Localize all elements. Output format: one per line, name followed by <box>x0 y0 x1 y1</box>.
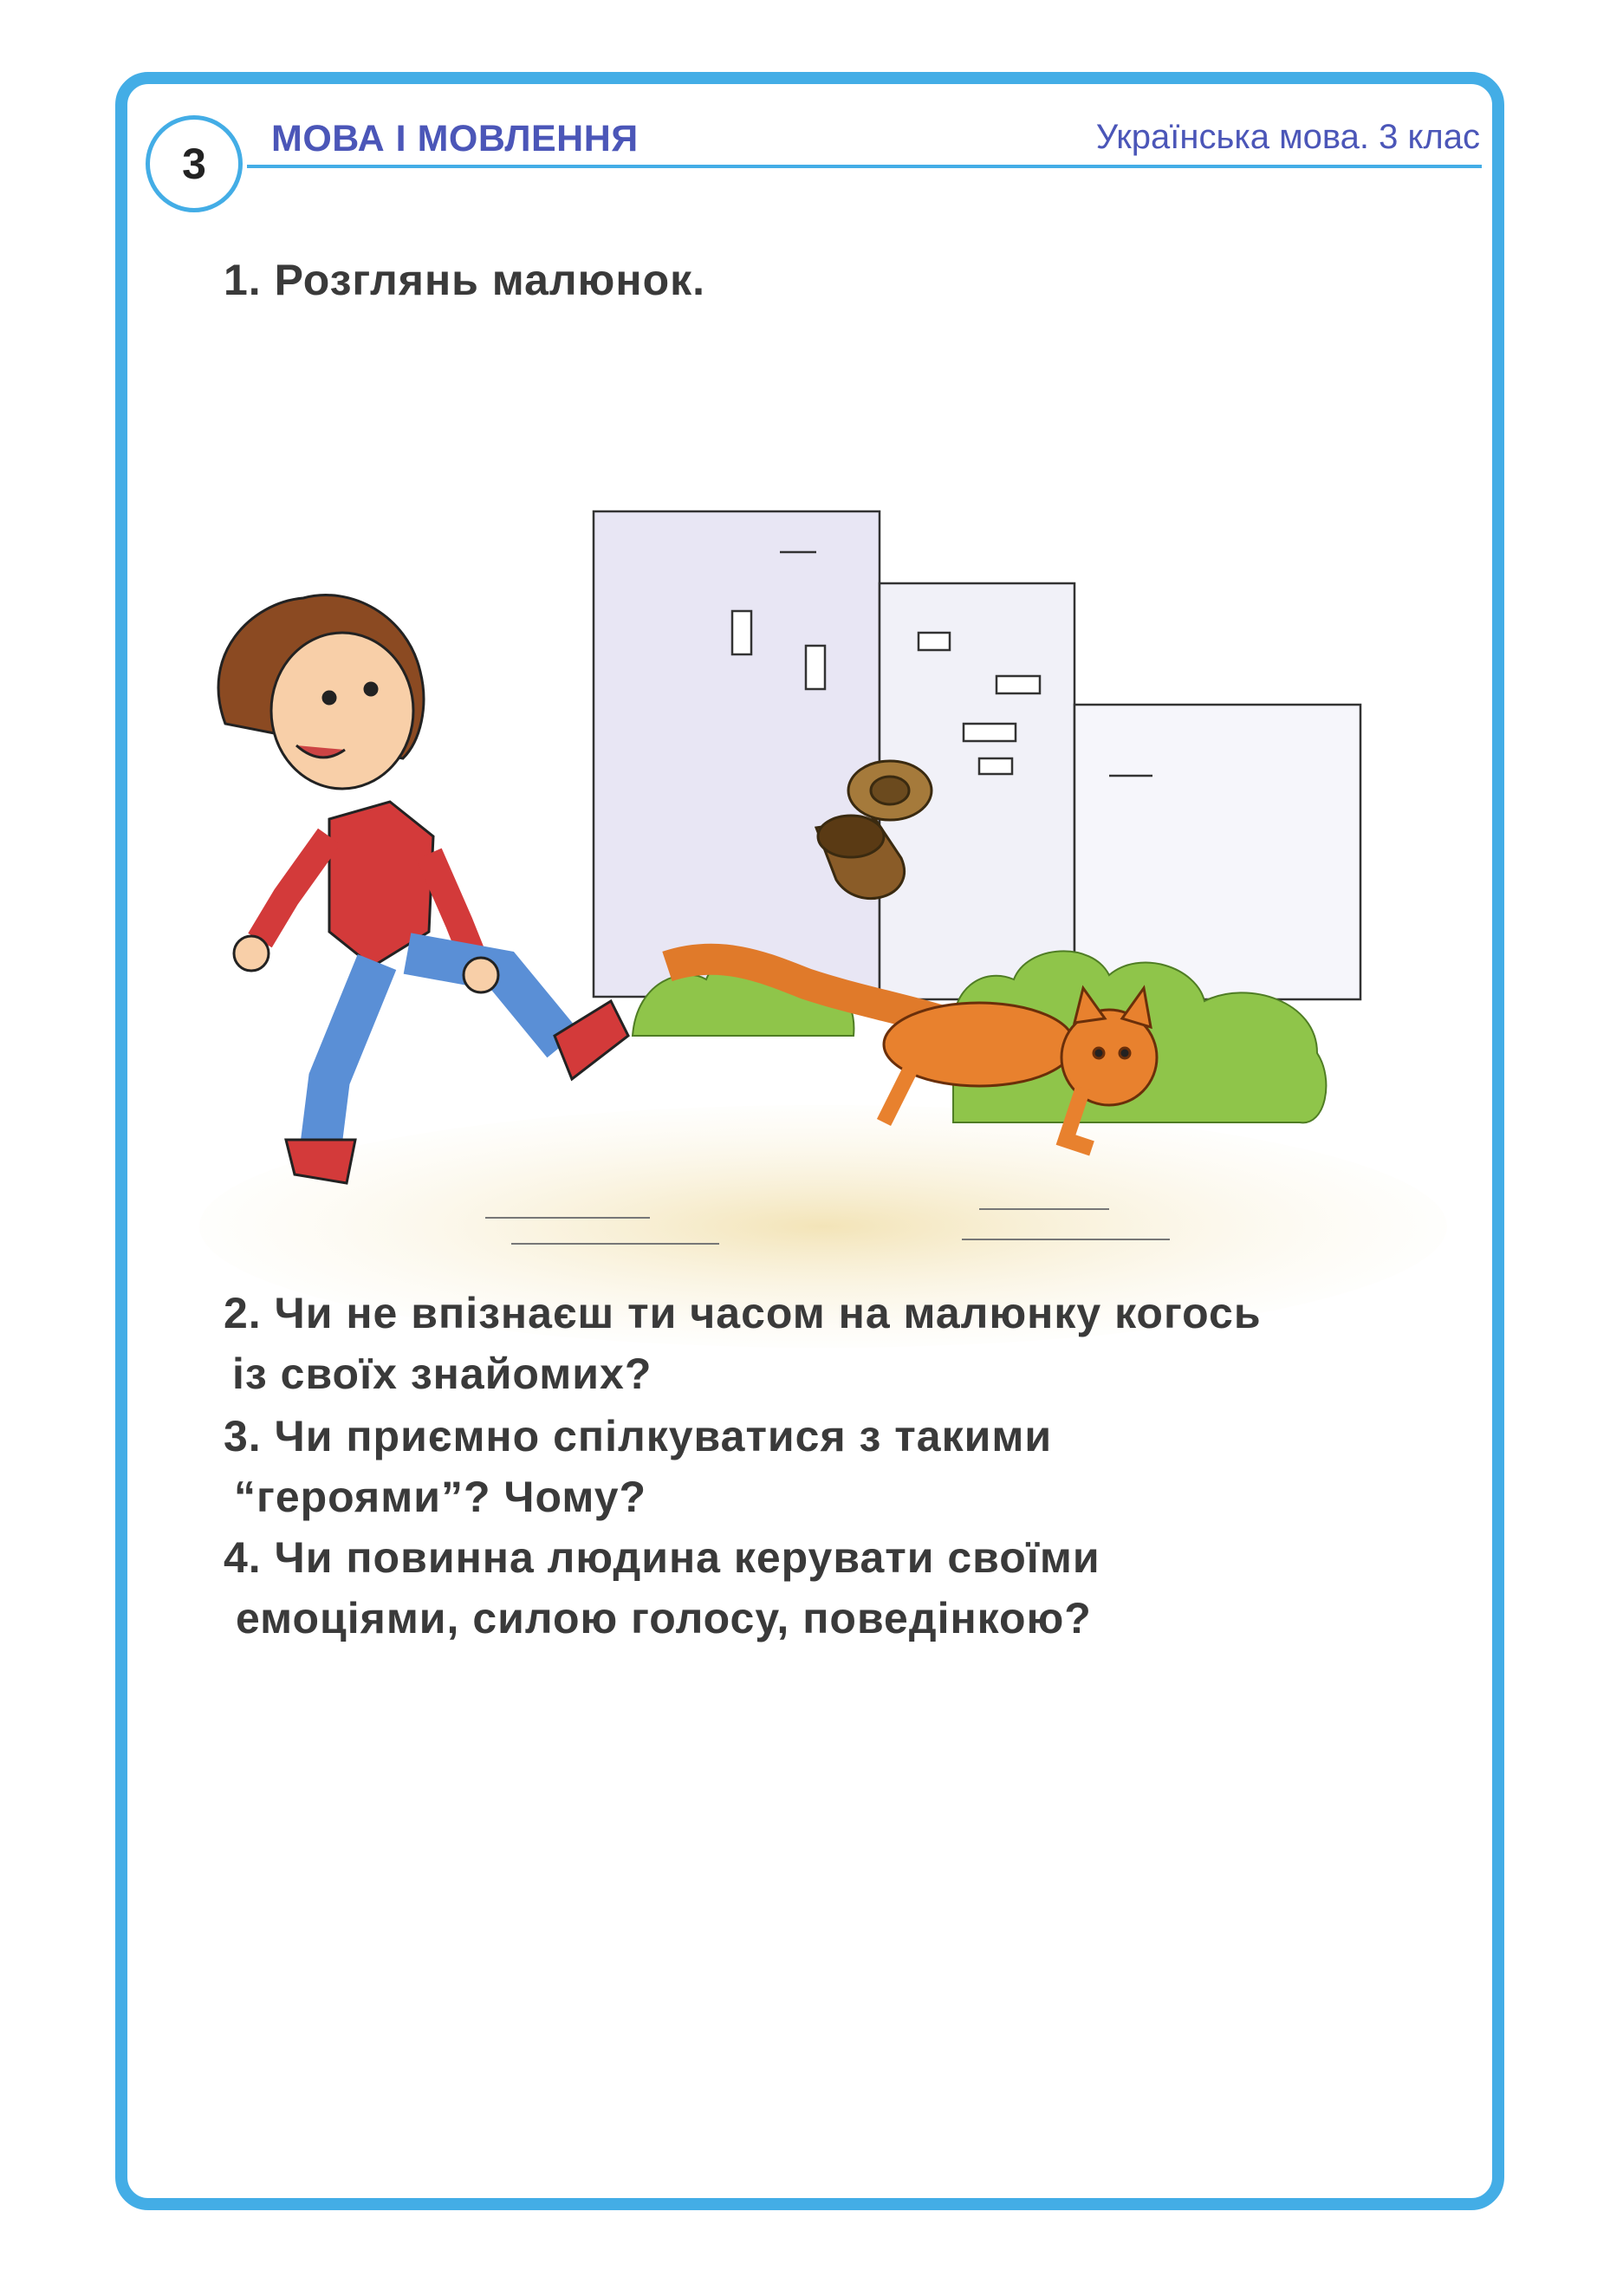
task-3-line-2: “героями”? Чому? <box>234 1473 647 1521</box>
task-4-line-1: 4. Чи повинна людина керувати своїми <box>224 1533 1100 1582</box>
task-4 <box>224 1527 1100 1649</box>
boy-figure <box>218 595 628 1183</box>
book-title: Українська мова. 3 клас <box>1095 118 1480 156</box>
task-1-line-1: 1. Розглянь малюнок. <box>224 256 706 304</box>
section-title: МОВА І МОВЛЕННЯ <box>271 118 639 159</box>
buildings <box>594 511 1360 999</box>
page-number-badge: 3 <box>146 115 243 212</box>
task-4-line-2: емоціями, силою голосу, поведінкою? <box>236 1594 1092 1642</box>
illustration-boy-kicking-can-at-cat <box>199 481 1456 1356</box>
task-2 <box>224 1283 1262 1404</box>
task-2-line-1: 2. Чи не впізнаєш ти часом на малюнку когось <box>224 1289 1262 1337</box>
header-rule <box>247 165 1482 168</box>
task-3-line-1: 3. Чи приємно спілкуватися з такими <box>224 1412 1053 1460</box>
task-1 <box>224 250 705 310</box>
task-2-line-2: із своїх знайомих? <box>232 1350 652 1398</box>
task-3 <box>224 1406 1052 1527</box>
